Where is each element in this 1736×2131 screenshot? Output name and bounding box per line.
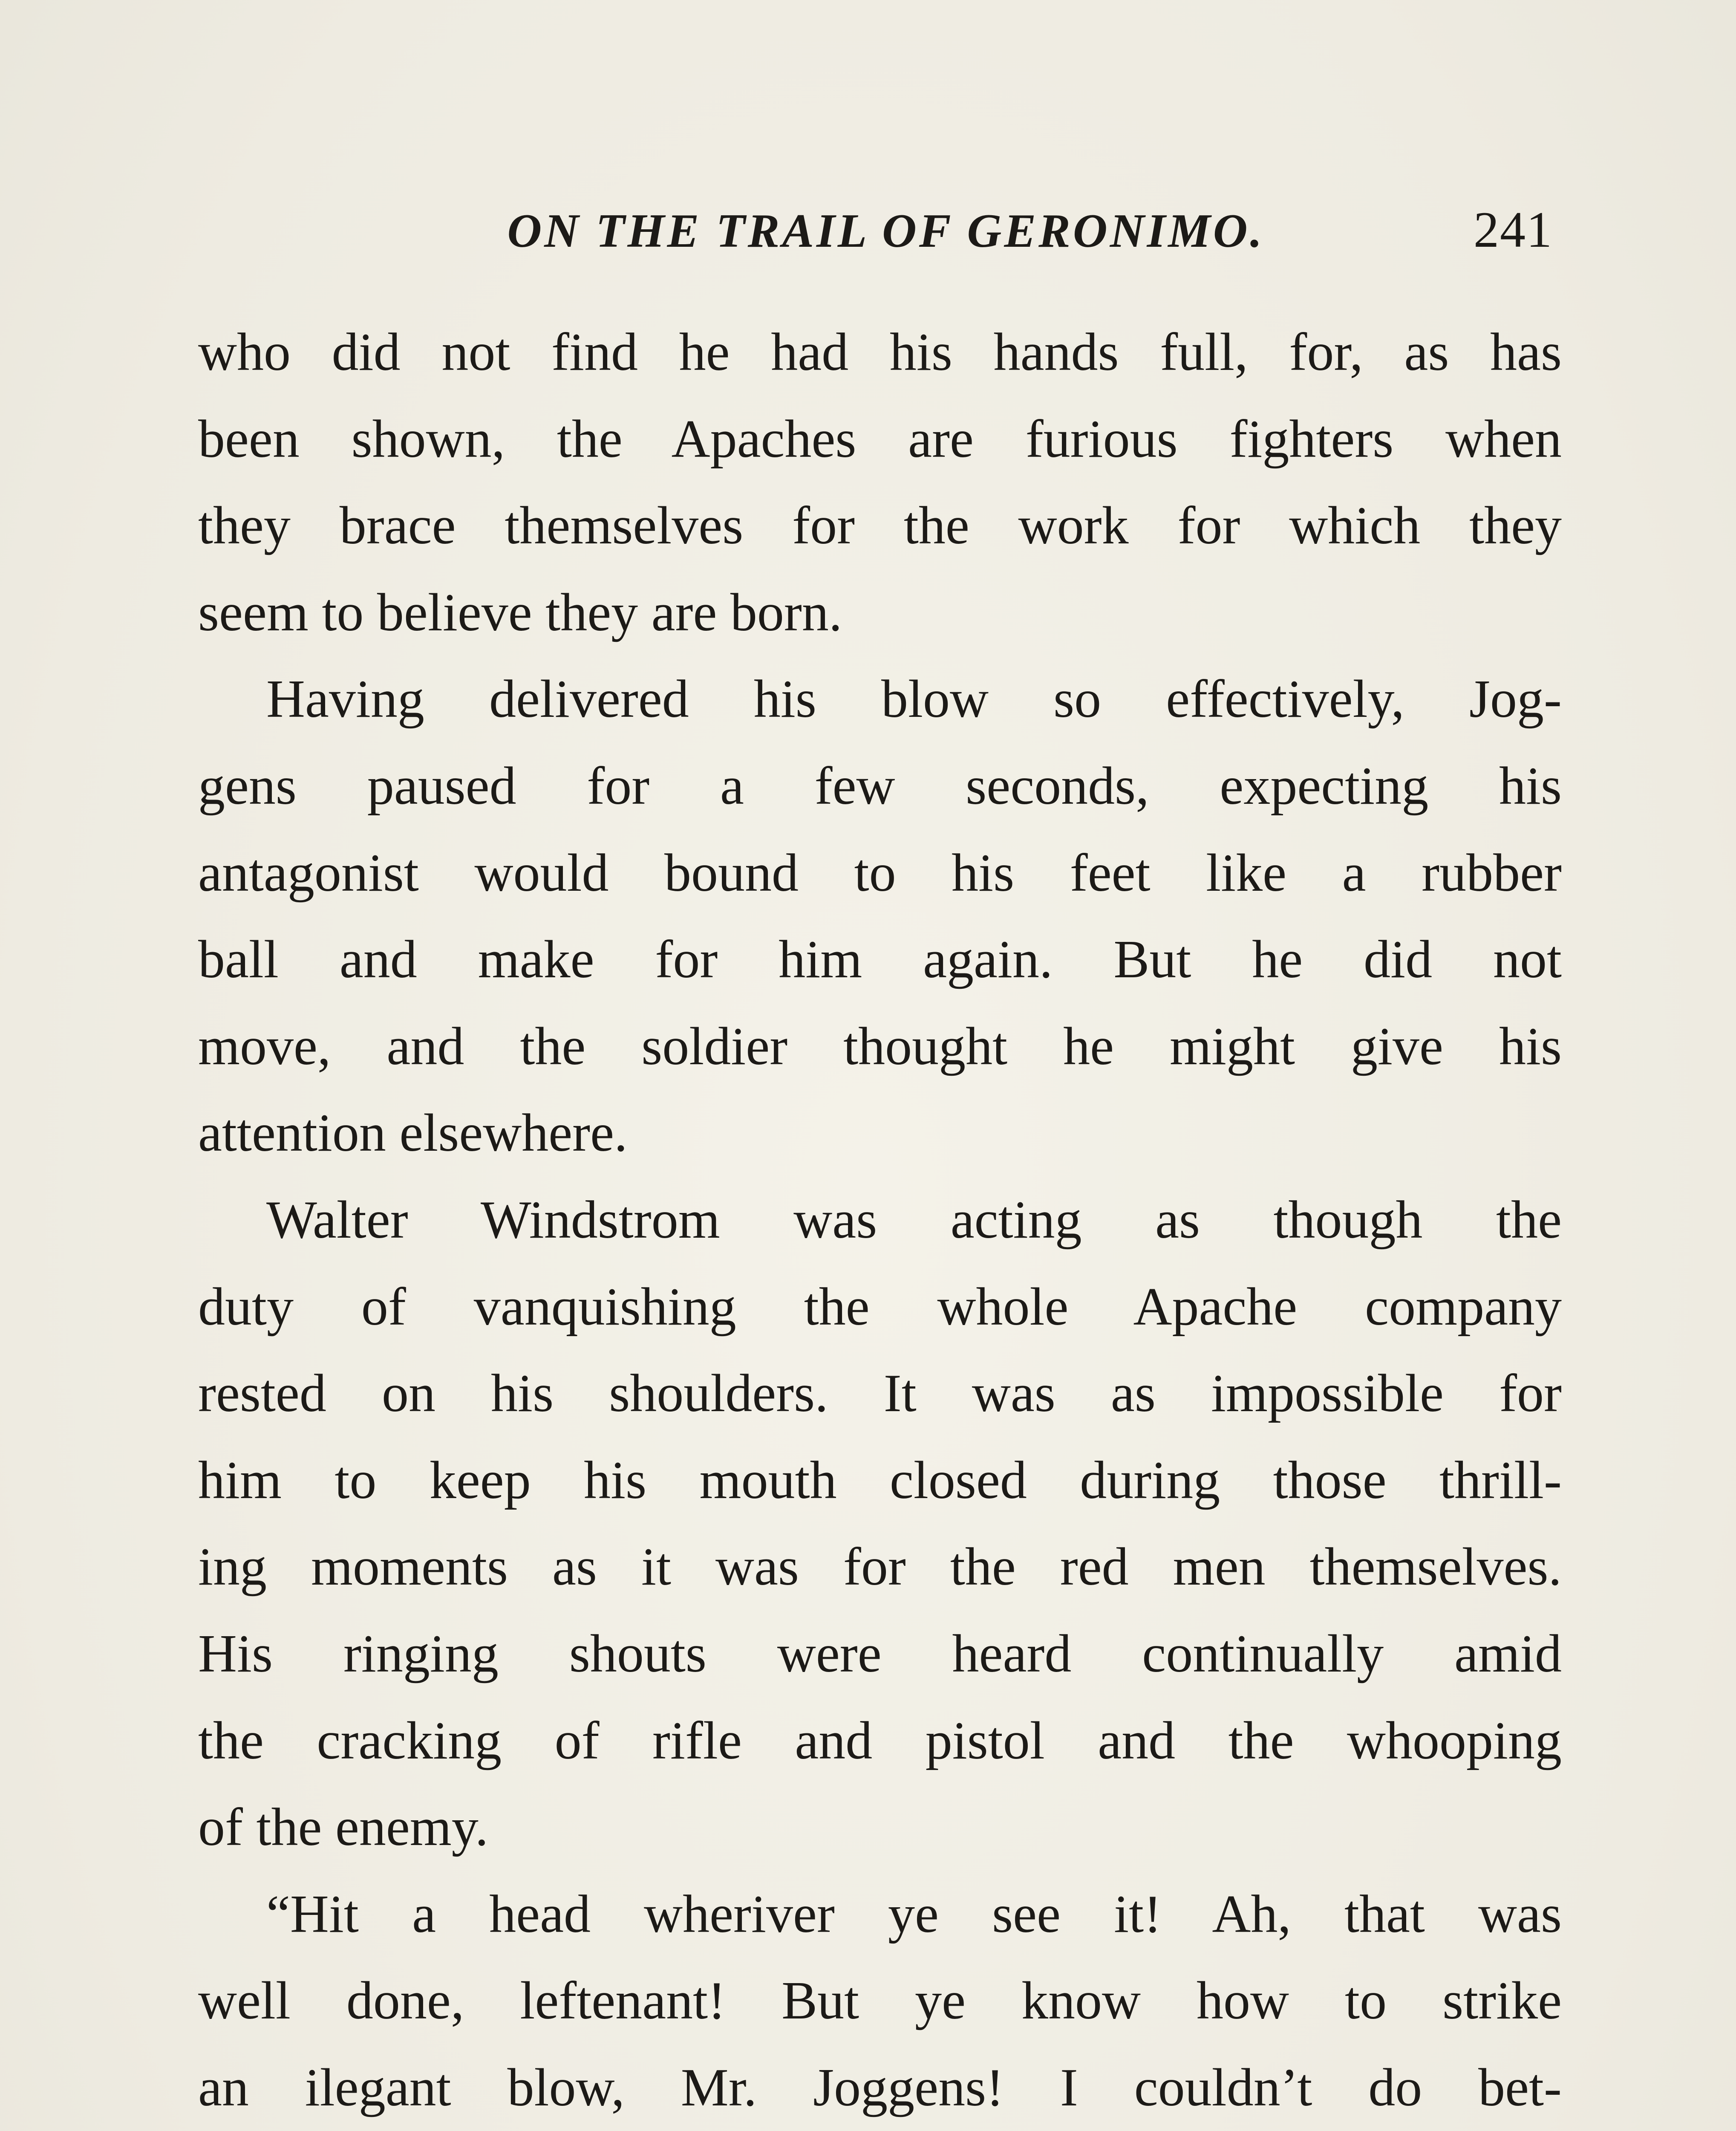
text-line: ing moments as it was for the red men themselves. [198,1537,1562,1597]
text-line: been shown, the Apaches are furious fighters when [198,409,1562,469]
running-title: ON THE TRAIL OF GERONIMO. [507,205,1265,257]
text-line: gens paused for a few seconds, expecting his [198,756,1562,816]
text-line: the cracking of rifle and pistol and the whooping [198,1711,1562,1770]
text-line: attention elsewhere. [198,1103,628,1163]
text-line: they brace themselves for the work for which they [198,496,1562,556]
text-line: duty of vanquishing the whole Apache company [198,1277,1562,1337]
text-line: Having delivered his blow so effectively, Jog- [266,670,1562,729]
text-line: of the enemy. [198,1798,489,1857]
text-line: His ringing shouts were heard continually amid [198,1624,1562,1683]
paragraph [198,1177,1562,1871]
text-line: Walter Windstrom was acting as though the [266,1190,1562,1250]
text-line: antagonist would bound to his feet like a rubber [198,843,1562,903]
text-line: ball and make for him again. But he did not [198,930,1562,990]
body-text [198,309,1562,2131]
text-line: “Hit a head wheriver ye see it! Ah, that was [266,1884,1562,1944]
text-line: him to keep his mouth closed during those thrill- [198,1450,1562,1510]
text-line: an ilegant blow, Mr. Joggens! I couldn’t do bet- [198,2058,1562,2117]
text-line: well done, leftenant! But ye know how to strike [198,1971,1562,2031]
running-head [196,200,1553,269]
paragraph [198,1871,1562,2131]
text-line: seem to believe they are born. [198,583,842,642]
paragraph [198,309,1562,656]
paragraph [198,656,1562,1177]
text-line: rested on his shoulders. It was as impossible for [198,1364,1562,1424]
text-line: move, and the soldier thought he might give his [198,1016,1562,1076]
page-number: 241 [1474,201,1553,258]
text-line: who did not find he had his hands full, for, as has [198,323,1562,382]
